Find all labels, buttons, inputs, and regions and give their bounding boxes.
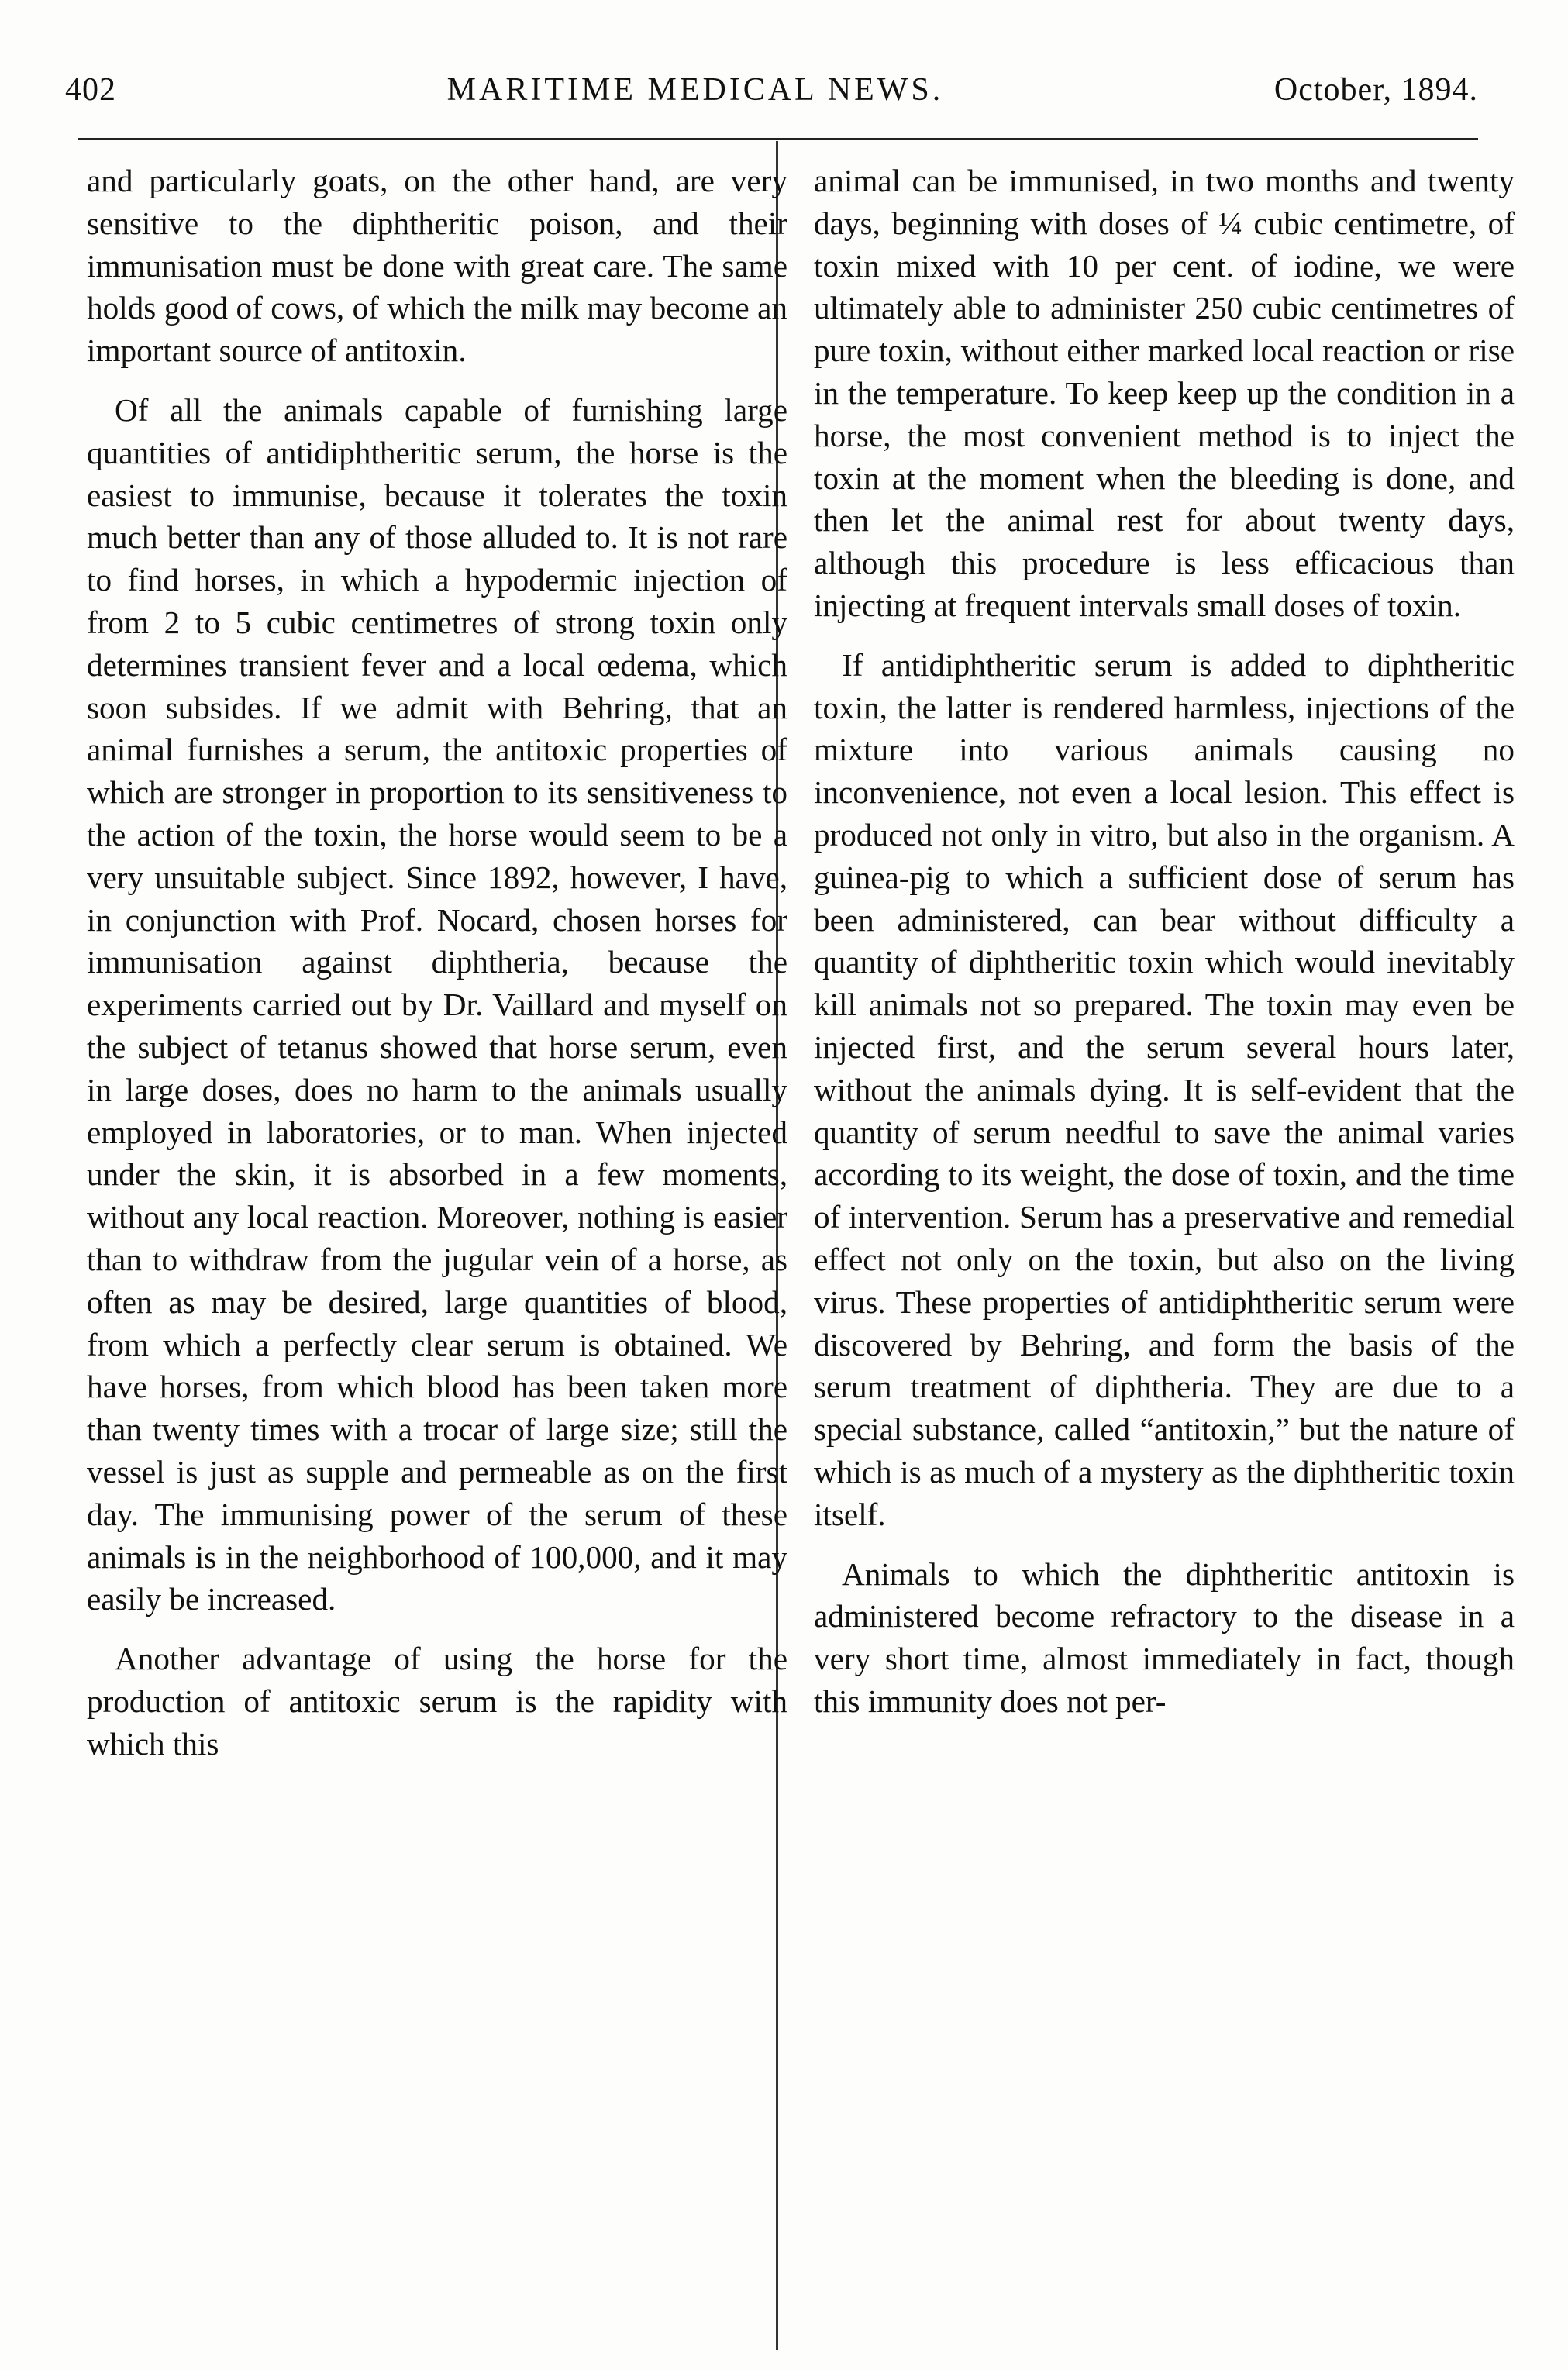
paragraph: If antidiphtheritic serum is added to diphtheritic toxin, the latter is rendered harmless, injections of the mixture into various animals causing no inconvenience, not even a local lesion. This effect is produced not only in vitro, but also in the organism. A guinea-pig to which a sufficient dose of serum has been administered, can bear without difficulty a quantity of diphtheritic toxin which would inevitably kill animals not so prepared. The toxin may even be injected first, and the serum several hours later, without the animals dying. It is self-evident that the quantity of serum needful to save the animal varies according to its weight, the dose of toxin, and the time of intervention. Serum has a preservative and remedial effect not only on the toxin, but also on the living virus. These properties of antidiphtheritic serum were discovered by Behring, and form the basis of the serum treatment of diphtheria. They are due to a special substance, called “antitoxin,” but the nature of which is as much of a mystery as the diphtheritic toxin itself. — [814, 646, 1515, 1532]
journal-title: MARITIME MEDICAL NEWS. — [446, 72, 944, 108]
paragraph: Of all the animals capable of furnishing large quantities of antidiphtheritic serum, the horse is the easiest to immunise, because it tolerates the toxin much better than any of those alluded to. It is not rare to find horses, in which a hypodermic injection of from 2 to 5 cubic centimetres of strong toxin only determines transient fever and a local œdema, which soon subsides. If we admit with Behring, that an animal furnishes a serum, the antitoxic properties of which are stronger in proportion to its sensitiveness to the action of the toxin, the horse would seem to be a very unsuitable subject. Since 1892, however, I have, in conjunction with Prof. Nocard, chosen horses for immunisation against diphtheria, because the experiments carried out by Dr. Vaillard and myself on the subject of tetanus showed that horse serum, even in large doses, does no harm to the animals usually employed in laboratories, or to man. When injected under the skin, it is absorbed in a few moments, without any local reaction. Moreover, nothing is easier than to withdraw from the jugular vein of a horse, as often as may be desired, large quantities of blood, from which a perfectly clear serum is obtained. We have horses, from which blood has been taken more than twenty times with a trocar of large size; still the vessel is just as supple and permeable as on the first day. The immunising power of the serum of these animals is in the neighborhood of 100,000, and it may easily be increased. — [87, 391, 787, 1617]
page-number: 402 — [65, 72, 116, 108]
running-head — [65, 71, 1478, 126]
right-column — [814, 160, 1515, 1740]
paragraph: and particularly goats, on the other hand, are very sensitive to the diphtheritic poison, and their immunisation must be done with great care. The same holds good of cows, of which the milk may become an important source of antitoxin. — [87, 163, 787, 369]
issue-date: October, 1894. — [1273, 72, 1478, 108]
paragraph: Another advantage of using the horse for the production of antitoxic serum is the rapidity with which this — [87, 1641, 787, 1762]
paragraph: animal can be immunised, in two months and twenty days, beginning with doses of ¼ cubic centimetre, of toxin mixed with 10 per cent. of iodine, we were ultimately able to administer 250 cubic centimetres of pure toxin, without either marked local reaction or rise in the temperature. To keep keep up the condition in a horse, the most convenient method is to inject the toxin at the moment when the bleeding is done, and then let the animal rest for about twenty days, although this procedure is less efficacious than injecting at frequent intervals small doses of toxin. — [814, 163, 1515, 623]
header-rule — [78, 138, 1478, 140]
left-column — [87, 160, 787, 1782]
paragraph: Animals to which the diphtheritic antitoxin is administered become refractory to the disease in a very short time, almost immediately in fact, though this immunity does not per- — [814, 1555, 1515, 1719]
